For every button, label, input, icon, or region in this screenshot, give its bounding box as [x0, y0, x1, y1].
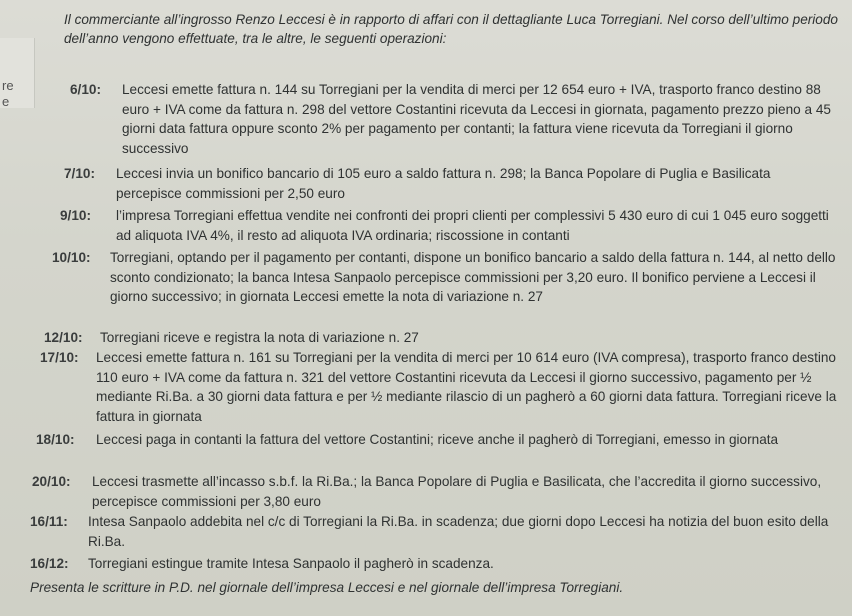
entry-9-10 [60, 206, 840, 246]
entry-date: 9/10: [60, 208, 91, 223]
entry-text: Leccesi paga in contanti la fattura del vettore Costantini; riceve anche il pagherò di Torregiani, emesso in giornata [96, 432, 779, 447]
entry-text: Torregiani, optando per il pagamento per contanti, dispone un bonifico bancario a saldo della fattura n. 144, al netto dello sconto condizionato; la banca Intesa Sanpaolo percepisce commissioni per 3,20 euro. Il bonifico perviene a Leccesi il giorno successivo; in giornata Leccesi emette la nota di variazione n. 27 [110, 250, 836, 304]
entry-7-10 [64, 164, 840, 204]
entry-date: 17/10: [40, 350, 79, 365]
entry-date: 10/10: [52, 250, 91, 265]
entry-16-11 [30, 512, 844, 552]
entry-text: l’impresa Torregiani effettua vendite nei confronti dei propri clienti per complessivi 5 430 euro di cui 1 045 euro soggetti ad aliquota IVA 4%, il resto ad aliquota IVA ordinaria; riscossione in contanti [116, 208, 829, 243]
entry-10-10 [52, 248, 842, 328]
entry-date: 16/11: [30, 514, 68, 529]
entry-text: Torregiani estingue tramite Intesa Sanpaolo il pagherò in scadenza. [88, 556, 494, 571]
entry-date: 7/10: [64, 166, 95, 181]
entry-text: Torregiani riceve e registra la nota di variazione n. 27 [100, 330, 419, 345]
margin-fragment-text: re [2, 78, 14, 93]
entry-date: 12/10: [44, 330, 83, 345]
entry-text: Intesa Sanpaolo addebita nel c/c di Torregiani la Ri.Ba. in scadenza; due giorni dopo Leccesi ha notizia del buon esito della Ri.Ba. [88, 514, 829, 549]
entry-text: Leccesi emette fattura n. 144 su Torregiani per la vendita di merci per 12 654 euro + IVA, trasporto franco destino 88 euro + IVA come da fattura n. 298 del vettore Costantini ricevuta da Leccesi in giornata, pagamento prezzo pieno a 45 giorni data fattura oppure sconto 2% per pagamento per contanti; la fattura viene ricevuta da Torregiani il giorno successivo [122, 82, 831, 156]
entry-17-10 [40, 348, 844, 428]
entry-18-10 [36, 430, 844, 470]
entry-date: 20/10: [32, 474, 71, 489]
entry-text: Leccesi invia un bonifico bancario di 105 euro a saldo fattura n. 298; la Banca Popolare di Puglia e Basilicata percepisce commissioni per 2,50 euro [116, 166, 771, 201]
exercise-instruction: Presenta le scritture in P.D. nel giornale dell’impresa Leccesi e nel giornale dell’impresa Torregiani. [30, 580, 624, 595]
entry-12-10 [44, 328, 844, 348]
previous-page-margin [0, 38, 35, 108]
entry-date: 18/10: [36, 432, 75, 447]
entry-text: Leccesi emette fattura n. 161 su Torregiani per la vendita di merci per 10 614 euro (IVA compresa), trasporto franco destino 110 euro + IVA come da fattura n. 321 del vettore Costantini ricevuta da Leccesi il giorno successivo, pagamento per ½ mediante Ri.Ba. a 30 giorni data fattura e per ½ mediante rilascio di un pagherò a 60 giorni data fattura. Torregiani riceve la fattura in giornata [96, 350, 837, 424]
entry-date: 16/12: [30, 556, 69, 571]
entry-16-12 [30, 554, 844, 574]
entry-date: 6/10: [70, 82, 101, 97]
exercise-intro: Il commerciante all’ingrosso Renzo Leccesi è in rapporto di affari con il dettagliante Luca Torregiani. Nel corso dell’ultimo periodo dell’anno vengono effettuate, tra le altre, le seguenti operazioni: [64, 12, 838, 46]
entry-text: Leccesi trasmette all’incasso s.b.f. la Ri.Ba.; la Banca Popolare di Puglia e Basilicata, che l’accredita il giorno successivo, percepisce commissioni per 3,80 euro [92, 474, 822, 509]
entry-6-10 [70, 80, 840, 176]
margin-fragment-text: e [2, 94, 10, 109]
entry-20-10 [32, 472, 844, 512]
